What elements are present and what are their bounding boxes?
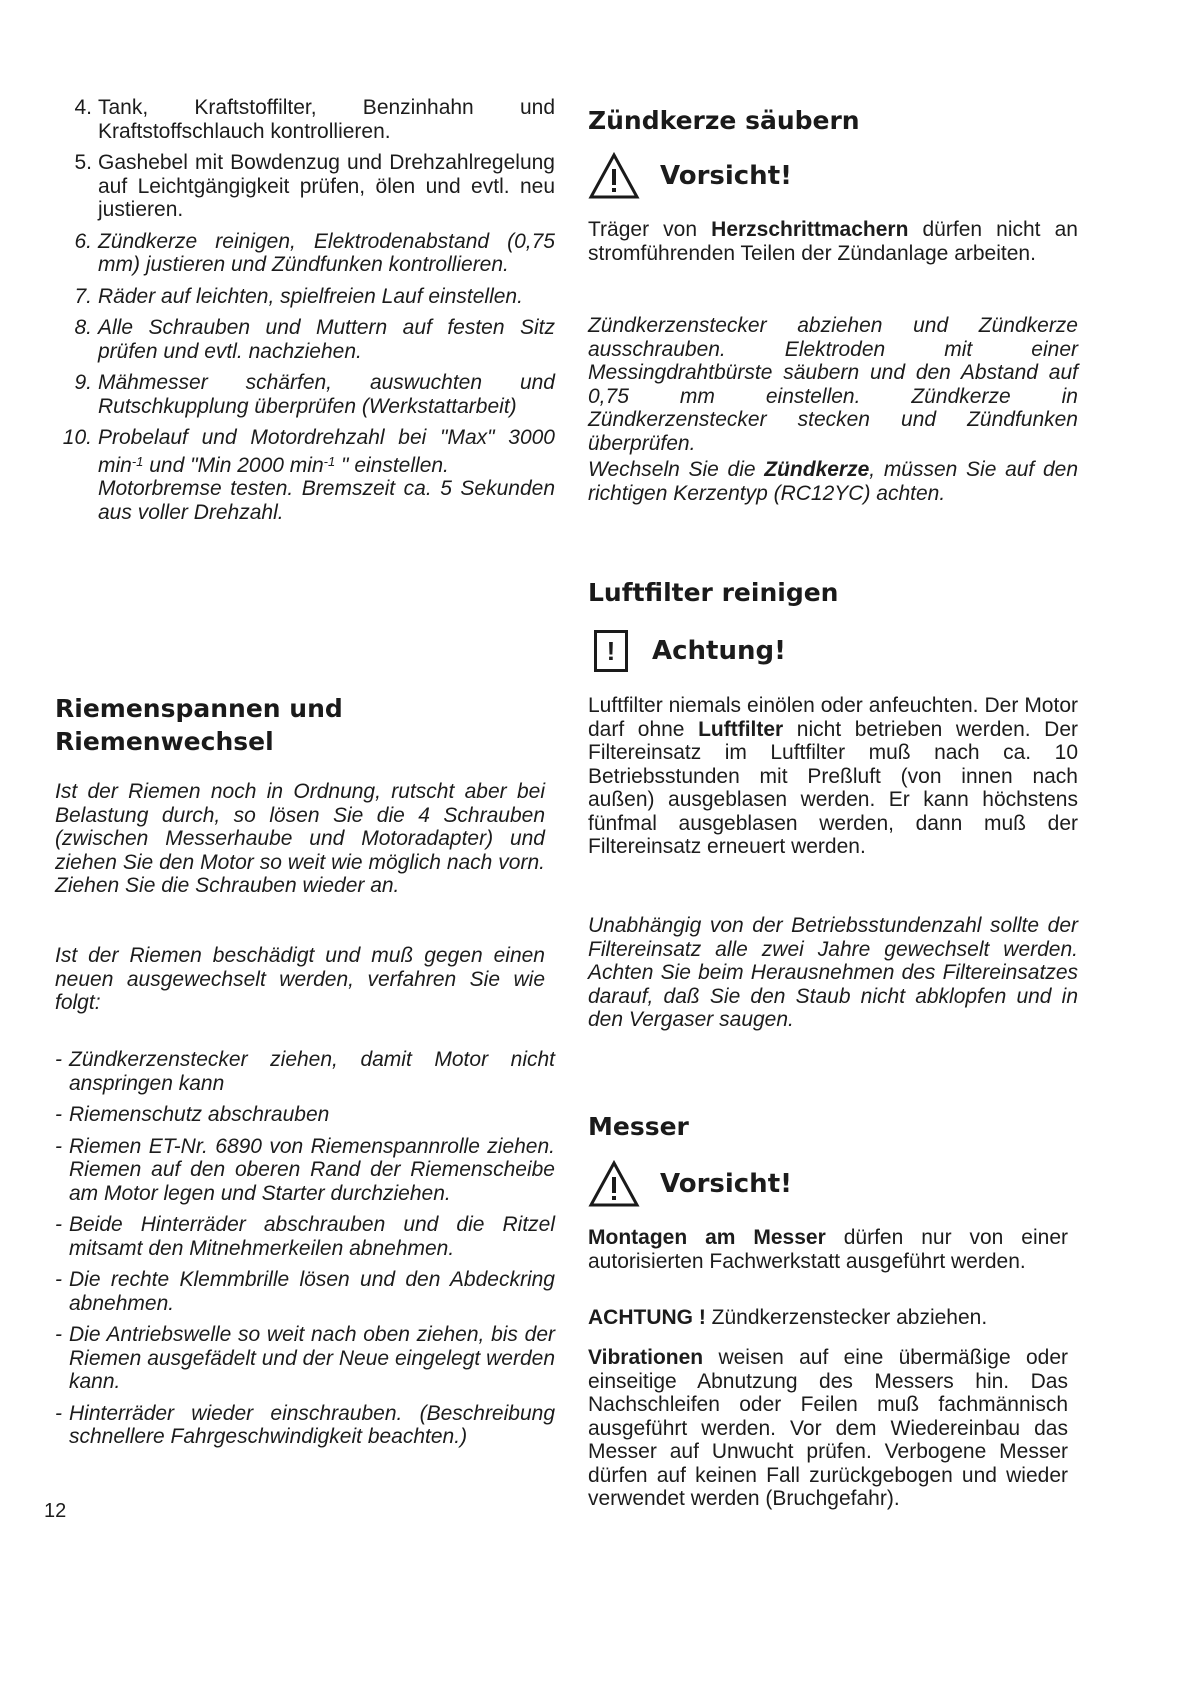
maintenance-list xyxy=(55,96,555,532)
belt-steps-list xyxy=(55,1048,555,1457)
air-filter-warning: ! Achtung! xyxy=(588,630,786,672)
blade-title: Messer xyxy=(588,1112,689,1141)
list-item: 7. Räder auf leichten, spielfreien Lauf einstellen. xyxy=(74,284,523,308)
list-item: 5. Gashebel mit Bowdenzug und Drehzahlregelung auf Leichtgängigkeit prüfen, ölen und evtl. neu justieren. xyxy=(74,151,555,221)
warning-triangle-icon xyxy=(588,1160,640,1208)
list-item: 10. Probelauf und Motordrehzahl bei "Max" 3000 $\min^{-1}$ und "Min 2000 $\min^{-1}$ " einstellen. Motorbremse testen. Bremszeit ca. 5 Sekunden aus voller Drehzahl. xyxy=(62,426,555,524)
list-item: 4. Tank, Kraftstoffilter, Benzinhahn und Kraftstoffschlauch kontrollieren. xyxy=(74,96,555,143)
belt-section-title: Riemenspannen und Riemenwechsel xyxy=(55,694,343,756)
list-item: - Die Antriebswelle so weit nach oben ziehen, bis der Riemen ausgefädelt und der Neue eingelegt werden kann. xyxy=(55,1323,555,1393)
spark-plug-title: Zündkerze säubern xyxy=(588,106,860,135)
list-item: - Riemen ET-Nr. 6890 von Riemenspannrolle ziehen. Riemen auf den oberen Rand der Riemenscheibe am Motor legen und Starter durchziehen. xyxy=(55,1134,555,1205)
exclamation-box-icon: ! xyxy=(594,630,628,672)
air-filter-replacement-note: Unabhängig von der Betriebsstundenzahl sollte der Filtereinsatz alle zwei Jahre gewechselt werden. Achten Sie beim Herausnehmen des Filtereinsatzes darauf, daß Sie den Staub nicht abklopfen und in den Vergaser saugen. xyxy=(588,914,1078,1031)
air-filter-paragraph: Luftfilter niemals einölen oder anfeuchten. Der Motor darf ohne Luftfilter nicht betrieben werden. Der Filtereinsatz im Luftfilter muß nach ca. 10 Betriebsstunden mit Preßluft (von innen nach außen) ausgeblasen werden. Er kann höchstens fünfmal ausgeblasen werden, dann muß der Filtereinsatz erneuert werden. xyxy=(588,694,1078,858)
list-item: - Riemenschutz abschrauben xyxy=(55,1103,330,1126)
warning-triangle-icon xyxy=(588,152,640,200)
list-item-text: Probelauf und Motordrehzahl bei "Max" 3000 $\min^{-1}$ und "Min 2000 $\min^{-1}$ " einstellen. Motorbremse testen. Bremszeit ca. 5 Sekunden aus voller Drehzahl. xyxy=(98,426,555,524)
list-item: - Hinterräder wieder einschrauben. (Beschreibung schnellere Fahrgeschwindigkeit beachten.) xyxy=(55,1401,555,1448)
list-item: 6. Zündkerze reinigen, Elektrodenabstand (0,75 mm) justieren und Zündfunken kontrollieren. xyxy=(74,229,555,276)
list-item: 8. Alle Schrauben und Muttern auf festen Sitz prüfen und evtl. nachziehen. xyxy=(74,316,555,363)
blade-vibration-note: Vibrationen weisen auf eine übermäßige oder einseitige Abnutzung des Messers hin. Das Nachschleifen oder Feilen muß fachmännisch ausgeführt werden. Vor dem Wiedereinbau das Messer auf Unwucht prüfen. Verbogene Messer dürfen auf keinen Fall zurückgebogen und wieder verwendet werden (Bruchgefahr). xyxy=(588,1346,1068,1510)
list-item: - Zündkerzenstecker ziehen, damit Motor nicht anspringen kann xyxy=(55,1048,555,1095)
list-item: - Die rechte Klemmbrille lösen und den Abdeckring abnehmen. xyxy=(55,1268,555,1315)
spark-plug-type-note: Wechseln Sie die Zündkerze, müssen Sie auf den richtigen Kerzentyp (RC12YC) achten. xyxy=(588,458,1078,505)
spark-plug-warning: Vorsicht! xyxy=(588,152,792,200)
list-item: - Beide Hinterräder abschrauben und die Ritzel mitsamt den Mitnehmerkeilen abnehmen. xyxy=(55,1213,555,1260)
spark-plug-pacemaker-note: Träger von Herzschrittmachern dürfen nicht an stromführenden Teilen der Zündanlage arbeiten. xyxy=(588,218,1078,265)
blade-caution-note: ACHTUNG ! Zündkerzenstecker abziehen. xyxy=(588,1306,988,1329)
spark-plug-instructions: Zündkerzenstecker abziehen und Zündkerze ausschrauben. Elektroden mit einer Messingdrahtbürste säubern und den Abstand auf 0,75 mm einstellen. Zündkerze in Zündkerzenstecker stecken und Zündfunken überprüfen. xyxy=(588,314,1078,455)
belt-paragraph-adjust: Ist der Riemen noch in Ordnung, rutscht aber bei Belastung durch, so lösen Sie die 4 Schrauben (zwischen Messerhaube und Motoradapter) und ziehen Sie den Motor so weit wie möglich nach vorn. Ziehen Sie die Schrauben wieder an. xyxy=(55,780,545,897)
blade-warning: Vorsicht! xyxy=(588,1160,792,1208)
blade-workshop-note: Montagen am Messer dürfen nur von einer autorisierten Fachwerkstatt ausgeführt werden. xyxy=(588,1226,1068,1273)
belt-paragraph-replace: Ist der Riemen beschädigt und muß gegen einen neuen ausgewechselt werden, verfahren Sie wie folgt: xyxy=(55,944,545,1014)
air-filter-title: Luftfilter reinigen xyxy=(588,578,839,607)
page-number: 12 xyxy=(44,1500,67,1522)
list-item: 9. Mähmesser schärfen, auswuchten und Rutschkupplung überprüfen (Werkstattarbeit) xyxy=(74,371,555,418)
